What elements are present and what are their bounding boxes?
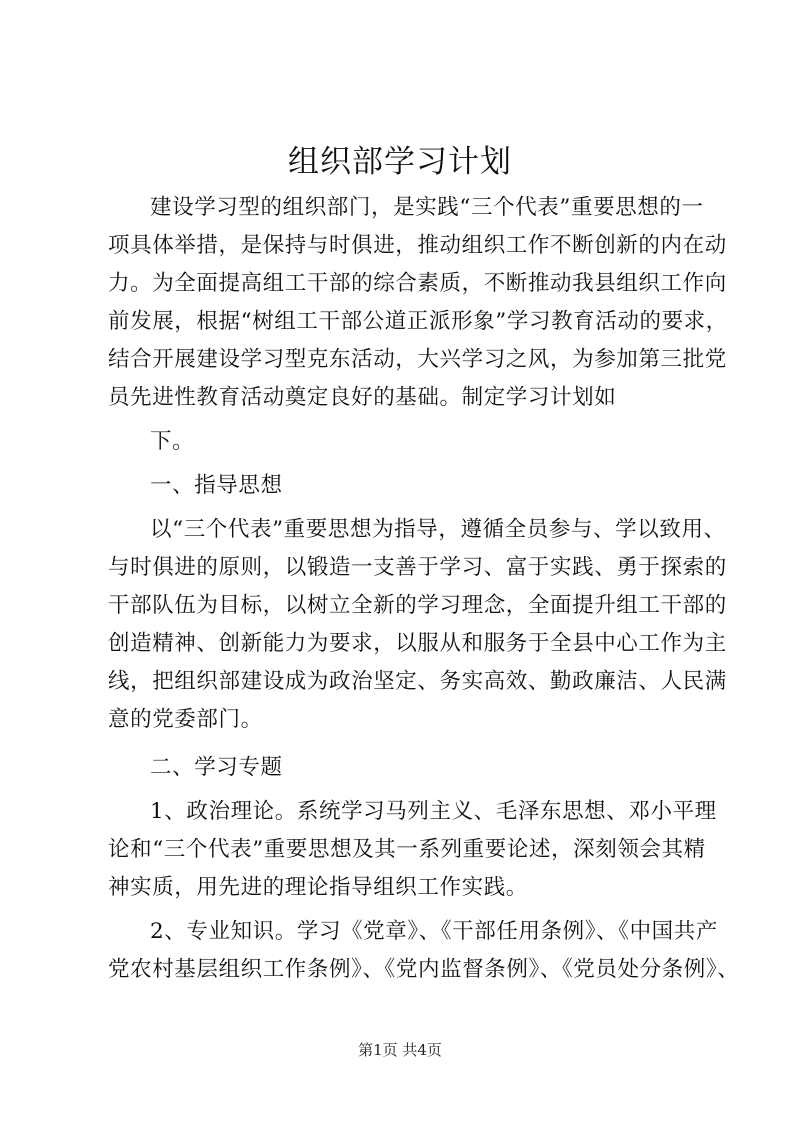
text-line: 创造精神、创新能力为要求，以服从和服务于全县中心工作为主 <box>108 631 727 656</box>
text-line: 与时俱进的原则，以锻造一支善于学习、富于实践、勇于探索的 <box>108 555 727 580</box>
text-line: 1、政治理论。系统学习马列主义、毛泽东思想、邓小平理 <box>150 799 717 824</box>
text-line: 以“三个代表”重要思想为指导，遵循全员参与、学以致用、 <box>150 517 726 542</box>
text-line: 干部队伍为目标，以树立全新的学习理念，全面提升组工干部的 <box>108 593 727 618</box>
section-heading: 二、学习专题 <box>150 755 283 780</box>
text-line: 线，把组织部建设成为政治坚定、务实高效、勤政廉洁、人民满 <box>108 669 727 694</box>
page-footer: 第1页 共4页 <box>358 1041 442 1059</box>
text-line: 力。为全面提高组工干部的综合素质，不断推动我县组织工作向 <box>108 271 727 296</box>
text-line: 员先进性教育活动奠定良好的基础。制定学习计划如 <box>108 385 617 410</box>
text-line: 建设学习型的组织部门，是实践“三个代表”重要思想的一 <box>150 195 704 220</box>
text-line: 2、专业知识。学习《党章》、《干部任用条例》、《中国共产 <box>150 919 718 944</box>
text-line: 意的党委部门。 <box>108 707 263 732</box>
text-line: 前发展，根据“树组工干部公道正派形象”学习教育活动的要求， <box>108 309 728 334</box>
text-line: 论和“三个代表”重要思想及其一系列重要论述，深刻领会其精 <box>108 837 706 862</box>
document-title: 组织部学习计划 <box>288 144 512 180</box>
text-line: 神实质，用先进的理论指导组织工作实践。 <box>108 875 528 900</box>
text-line: 结合开展建设学习型克东活动，大兴学习之风，为参加第三批党 <box>108 347 727 372</box>
section-heading: 一、指导思想 <box>150 473 283 498</box>
text-line: 党农村基层组织工作条例》、《党内监督条例》、《党员处分条例》、 <box>108 957 740 982</box>
text-line: 项具体举措，是保持与时俱进，推动组织工作不断创新的内在动 <box>108 233 727 258</box>
text-line: 下。 <box>150 429 195 454</box>
